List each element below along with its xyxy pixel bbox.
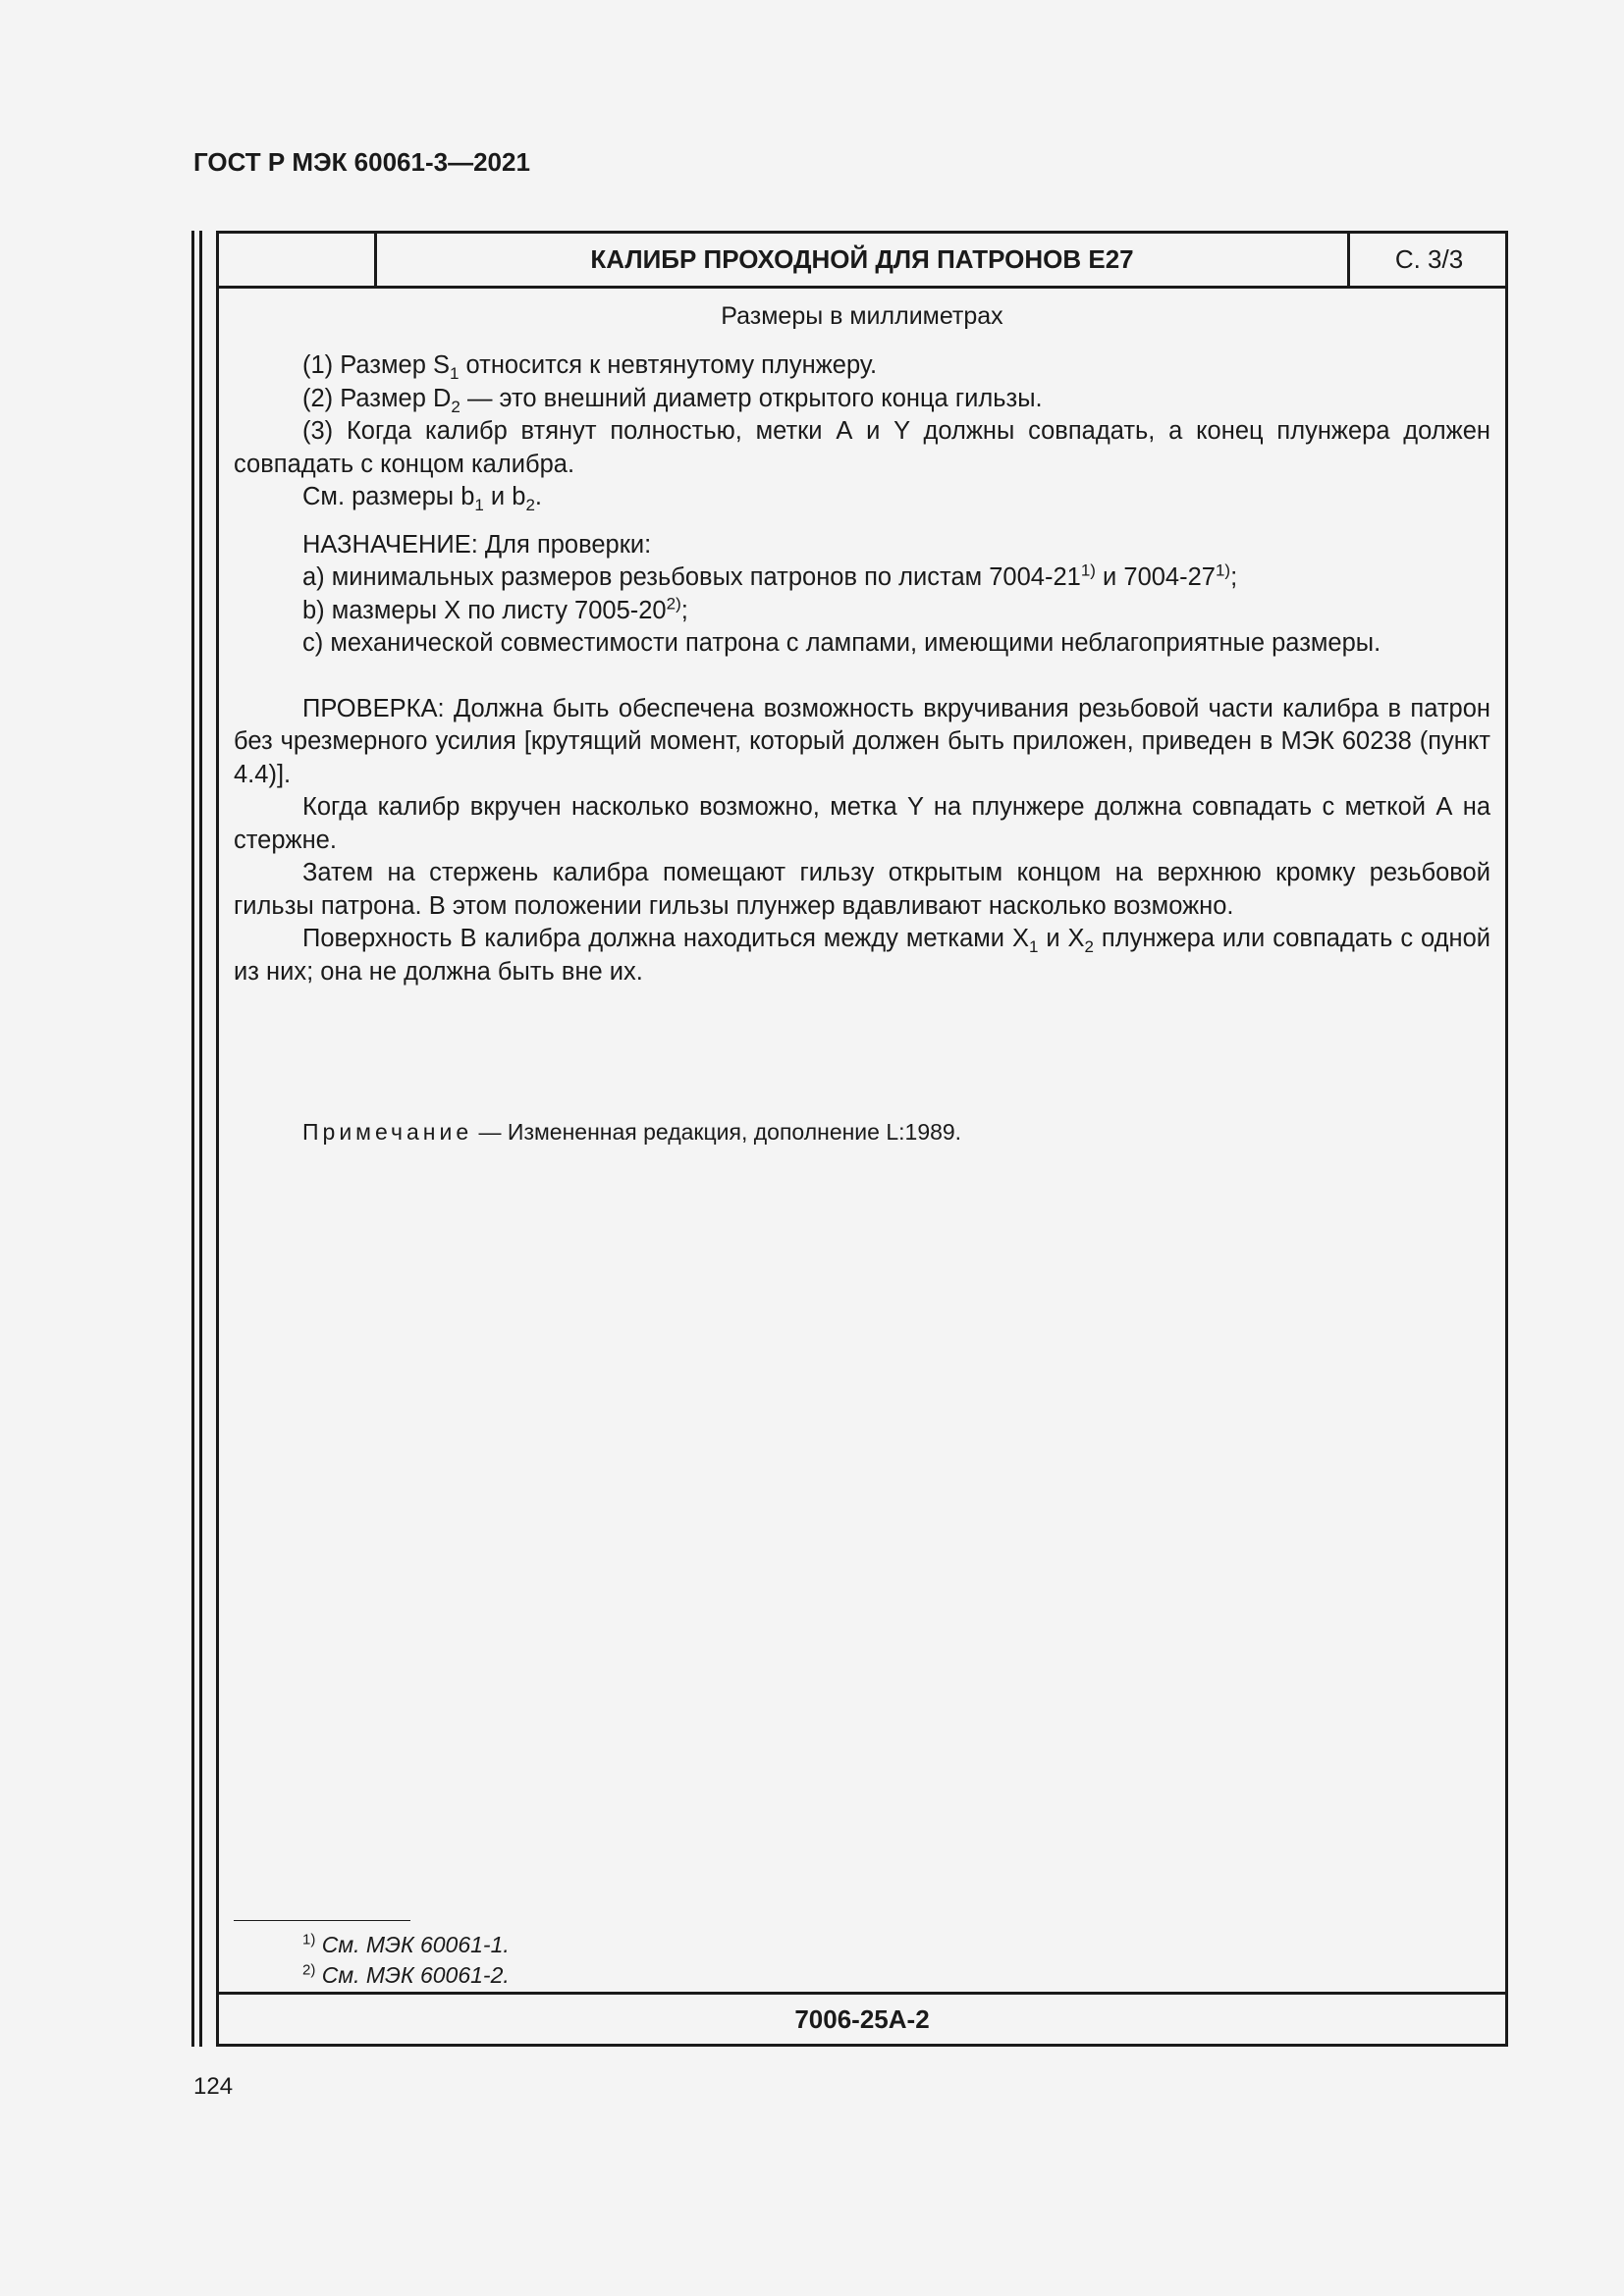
note-2: (2) Размер $D_2$ — это внешний диаметр открытого конца гильзы.	[302, 384, 1043, 416]
sheet-body	[234, 349, 1490, 988]
standard-header: ГОСТ Р МЭК 60061-3—2021	[193, 147, 530, 177]
purpose-heading: НАЗНАЧЕНИЕ: Для проверки:	[302, 530, 652, 559]
footnote-2: $^{2)}$ См. МЭК 60061-2.	[302, 1961, 510, 1988]
check-paragraph-3: Затем на стержень калибра помещают гильзу открытым концом на верхнюю кромку резьбовой гильзы патрона. В этом положении гильзы плунжер вдавливают насколько возможно.	[234, 859, 1490, 920]
purpose-item-a: a) минимальных размеров резьбовых патронов по листам 7004-21$^{1)}$ и 7004-27$^{1)}$;	[302, 561, 1238, 591]
page-number: 124	[193, 2073, 234, 2100]
check-paragraph-1: ПРОВЕРКА: Должна быть обеспечена возможность вкручивания резьбовой части калибра в патрон без чрезмерного усилия [крутящий момент, который должен быть приложен, приведен в МЭК 60238 (пункт 4.4)].	[234, 694, 1490, 788]
sheet-title: КАЛИБР ПРОХОДНОЙ ДЛЯ ПАТРОНОВ Е27	[374, 234, 1350, 286]
footnote-separator	[234, 1920, 410, 1921]
sheet-frame	[216, 231, 1508, 2047]
remark	[302, 1119, 961, 1146]
sheet-page-ref: С. 3/3	[1394, 244, 1464, 274]
remark-text: — Измененная редакция, дополнение L:1989.	[472, 1119, 962, 1145]
purpose-item-b: b) мазмеры X по листу 7005-20$^{2)}$;	[302, 594, 688, 624]
note-1: (1) Размер $S_1$ относится к невтянутому плунжеру.	[302, 351, 878, 384]
note-3: (3) Когда калибр втянут полностью, метки А и Y должны совпадать, а конец плунжера должен совпадать с концом калибра.	[234, 417, 1490, 478]
title-row	[219, 234, 1505, 289]
footnote-1: $^{1)}$ См. МЭК 60061-1.	[302, 1931, 510, 1957]
margin-rule	[199, 231, 202, 2047]
sheet-code: 7006-25А-2	[219, 1992, 1505, 2044]
check-paragraph-4: Поверхность В калибра должна находиться между метками $X_1$ и $X_2$ плунжера или совпадать с одной из них; она не должна быть вне их.	[234, 925, 1490, 986]
remark-label: Примечание	[302, 1119, 473, 1145]
margin-rule	[191, 231, 194, 2047]
check-paragraph-2: Когда калибр вкручен насколько возможно, метка Y на плунжере должна совпадать с меткой А на стержне.	[234, 793, 1490, 854]
see-dimensions: См. размеры $b_1$ и $b_2$.	[302, 483, 543, 515]
dimensions-note: Размеры в миллиметрах	[721, 302, 1003, 330]
purpose-item-c: c) механической совместимости патрона с лампами, имеющими неблагоприятные размеры.	[302, 629, 1381, 657]
